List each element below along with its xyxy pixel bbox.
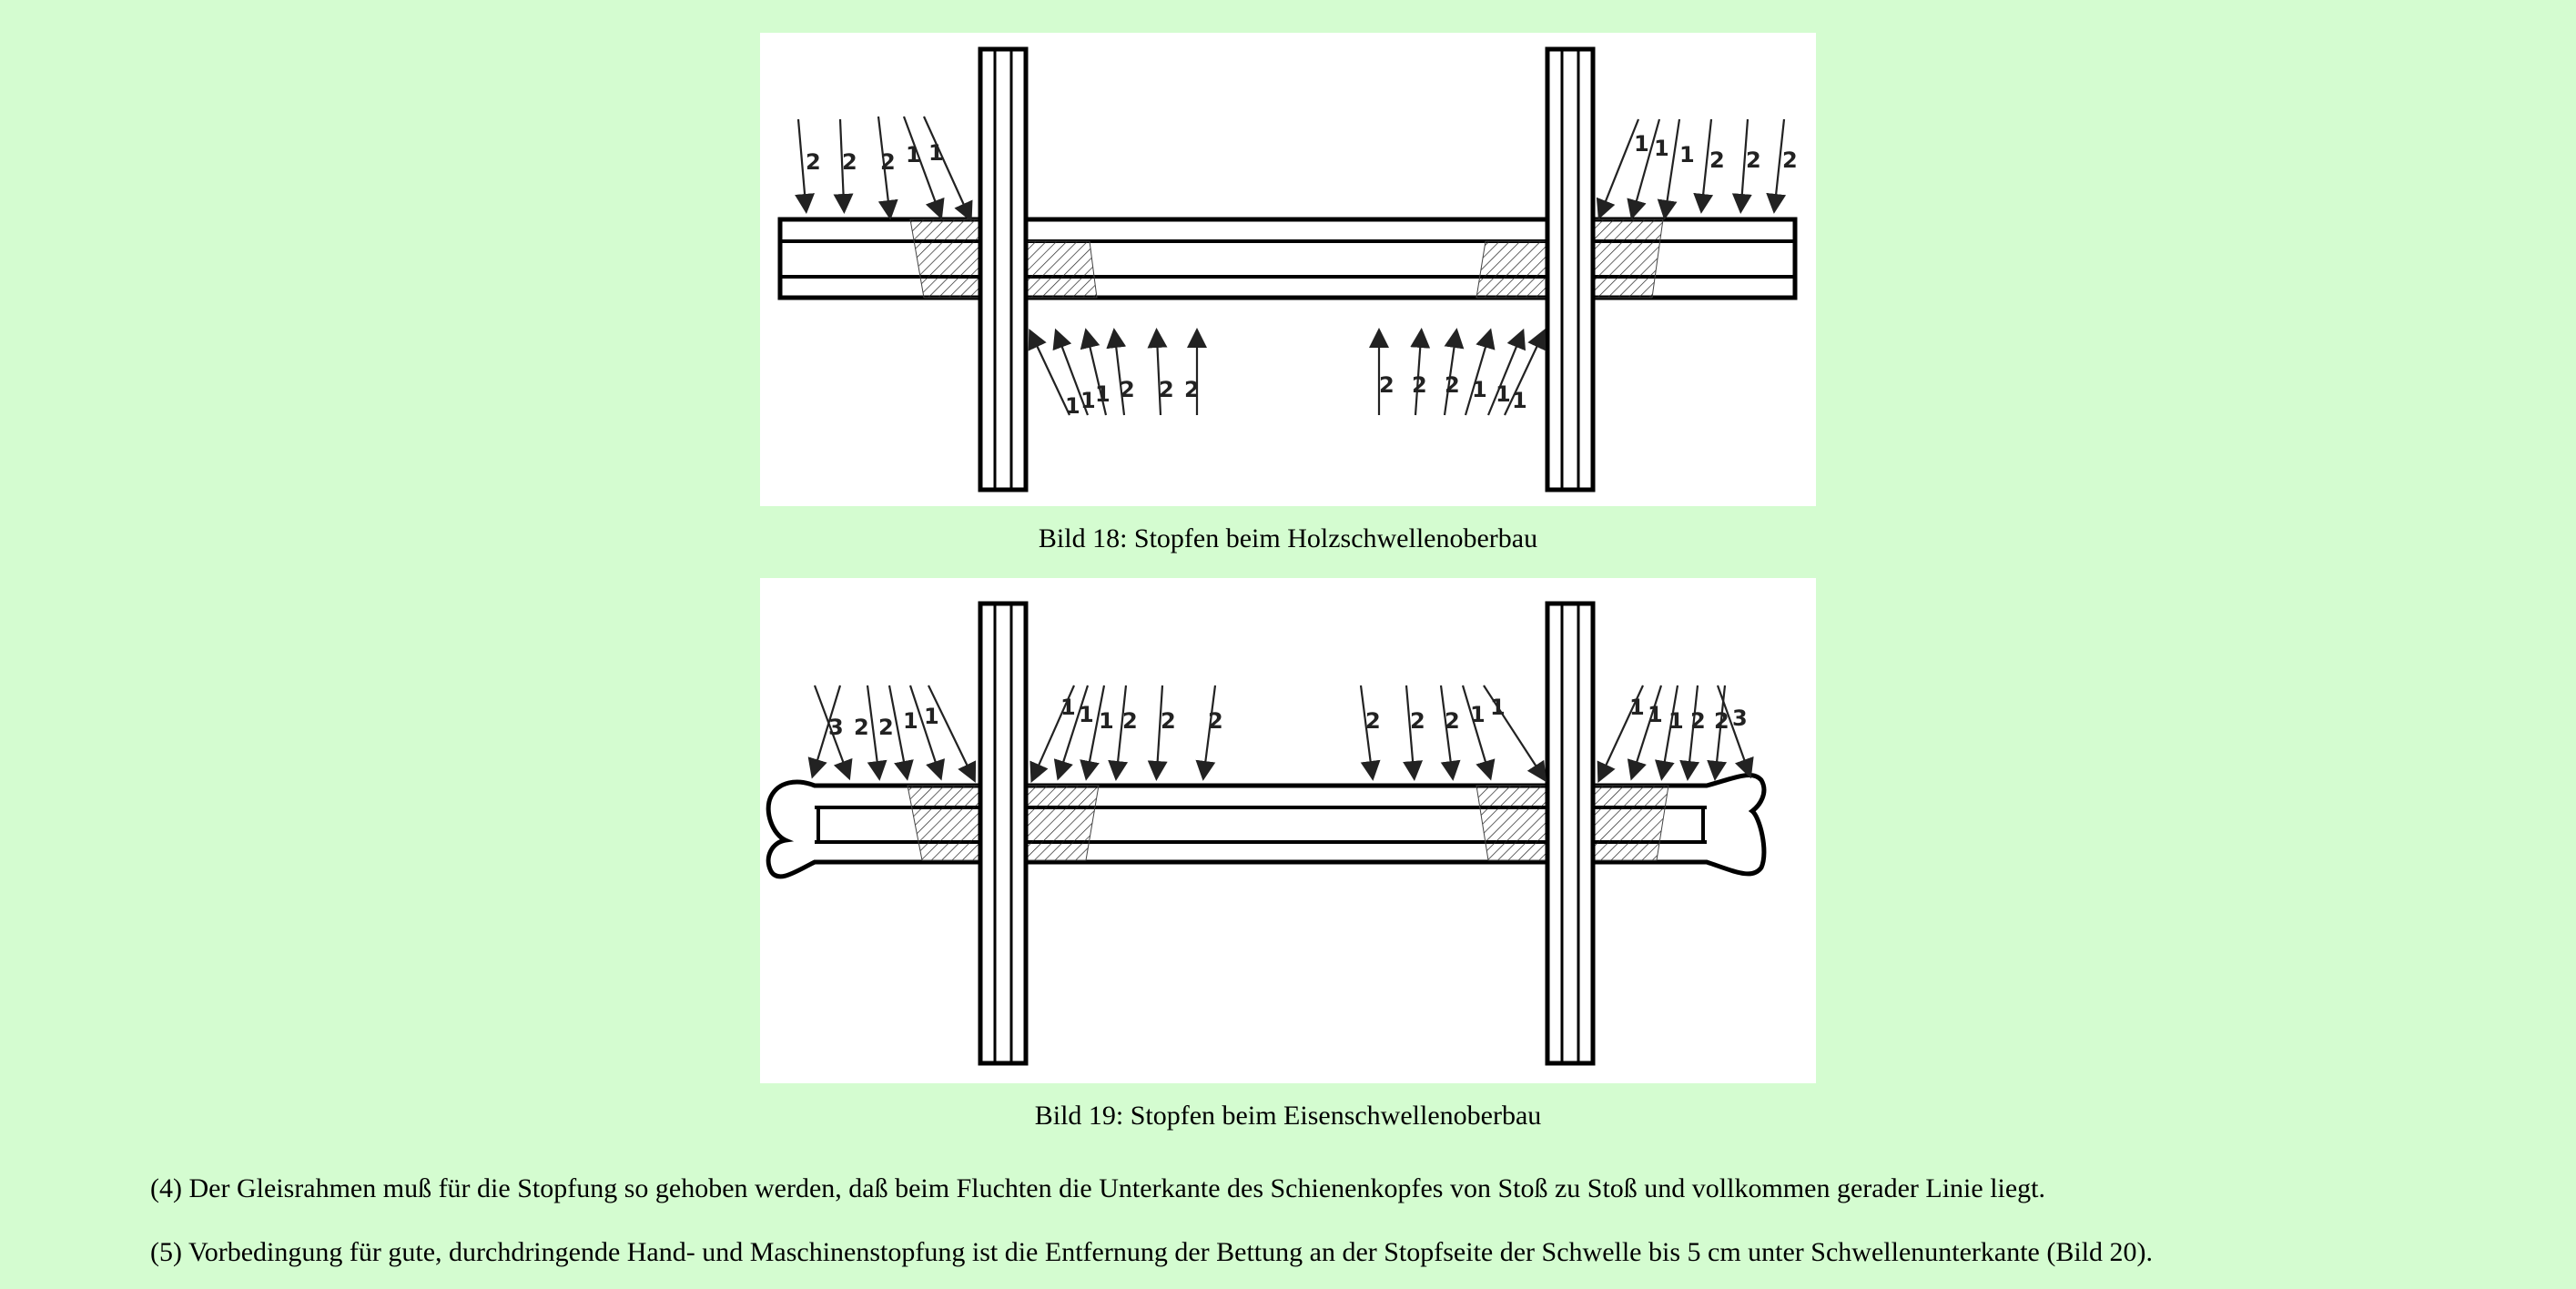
arrow-label: 2 [1208,708,1223,734]
diagram-holzschwellen [760,33,1816,506]
arrow-label: 2 [854,715,869,740]
arrow-label: 2 [1445,708,1460,734]
figure-bild-18 [760,33,1816,506]
rail-left [980,604,1026,1063]
arrow-label: 2 [842,149,857,175]
arrow-label: 1 [903,708,918,734]
arrow-label: 1 [1065,393,1080,419]
arrow-label: 2 [1379,372,1394,398]
arrow-label: 2 [806,149,821,175]
arrow-label: 2 [880,149,896,175]
arrow-label: 1 [1629,695,1645,720]
arrow-label: 1 [1099,708,1114,734]
arrow-label: 1 [1470,702,1486,727]
arrow-label: 3 [1732,705,1748,731]
diagram-eisenschwellen [760,578,1816,1083]
arrow-label: 1 [1496,381,1511,407]
arrow-label: 2 [1365,708,1381,734]
paragraph-4: (4) Der Gleisrahmen muß für die Stopfung so gehoben werden, daß beim Fluchten die Unterkante des Schienenkopfes von Stoß zu Stoß und vollkommen gerader Linie liegt. [150,1173,2046,1203]
arrow-label: 1 [1679,142,1695,167]
arrow-label: 1 [1648,702,1663,727]
arrow-label: 2 [1709,147,1725,173]
arrow-label: 2 [1445,372,1460,398]
arrow-label: 2 [1782,147,1798,173]
arrow-label: 1 [1079,702,1094,727]
arrow-labels [828,695,1748,740]
arrow-label: 2 [1412,372,1427,398]
rail-left [980,49,1026,490]
figure-bild-19 [760,578,1816,1083]
arrow-label: 1 [1490,695,1506,720]
arrow-label: 1 [1472,377,1487,402]
arrow-label: 2 [1184,377,1200,402]
arrow-label: 2 [1746,147,1761,173]
arrow-label: 1 [1095,381,1111,407]
arrow-label: 1 [1668,708,1684,734]
arrow-label: 1 [1512,388,1527,413]
arrow-label: 1 [1060,695,1076,720]
arrow-label: 2 [1690,708,1706,734]
arrow-label: 2 [1161,708,1176,734]
arrow-label: 1 [906,142,921,167]
arrow-label: 1 [928,140,944,166]
arrow-label: 3 [828,715,844,740]
arrow-label: 1 [1654,136,1669,161]
rail-right [1547,604,1593,1063]
arrow-label: 1 [1634,131,1649,157]
arrow-label: 2 [1410,708,1425,734]
caption-bild-19: Bild 19: Stopfen beim Eisenschwellenoberbau [1034,1101,1542,1131]
arrow-label: 2 [878,715,894,740]
arrow-label: 2 [1159,377,1174,402]
arrow-label: 1 [924,704,939,729]
arrow-label: 2 [1714,708,1729,734]
caption-bild-18: Bild 18: Stopfen beim Holzschwellenoberbau [1038,523,1538,553]
paragraph-5: (5) Vorbedingung für gute, durchdringende Hand- und Maschinenstopfung ist die Entfernung der Bettung an der Stopfseite der Schwelle bis 5 cm unter Schwellenunterkante (Bild 20). [150,1237,2154,1267]
arrow-label: 1 [1080,388,1096,413]
arrow-label: 2 [1122,708,1138,734]
rail-right [1547,49,1593,490]
arrow-label: 2 [1120,377,1135,402]
